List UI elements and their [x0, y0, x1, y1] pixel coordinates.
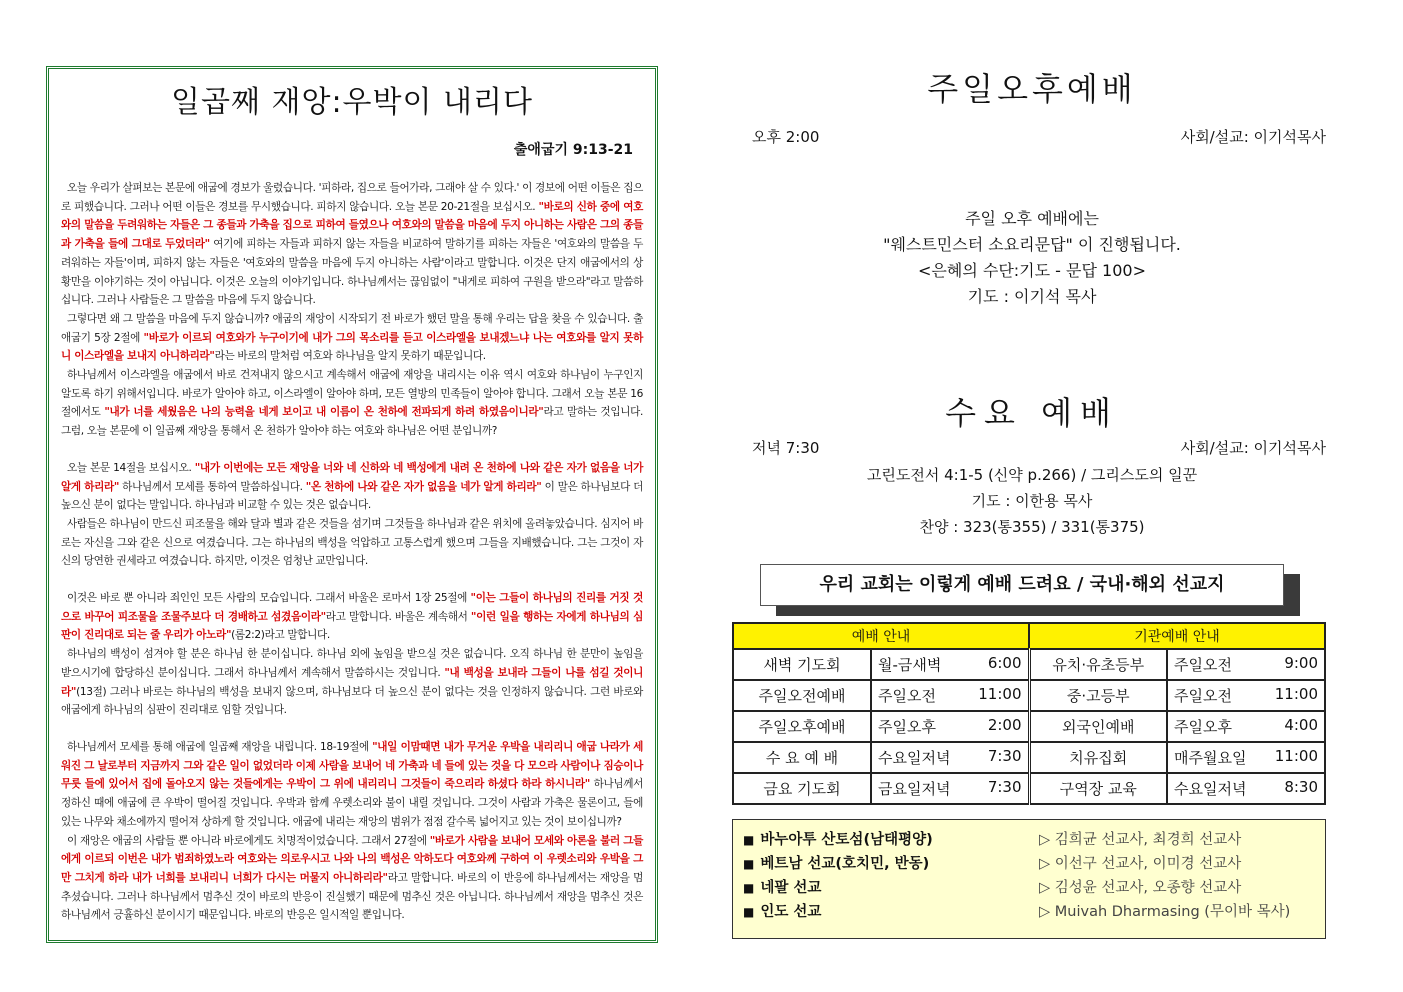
mission-name: 인도 선교: [760, 904, 822, 920]
department-day: 주일오전: [1174, 687, 1232, 705]
sermon-text: 하나님께서 모세를 통해 애굽에 일곱째 재앙을 내립니다. 18-19절에: [67, 740, 373, 753]
sermon-text: (13절) 그러나 바로는 하나님의 백성을 보내지 않으며, 하나님보다 더 높으신 분이 없다는 것을 인정하지 않습니다. 그런 바로와 애굽에게 하나님의 심판이 진리대로 임할 것입니다.: [61, 685, 643, 717]
department-time-cell: [1167, 649, 1325, 680]
service-day: 주일오전: [878, 687, 936, 705]
department-name: 유치·유초등부: [1029, 649, 1167, 680]
sermon-body: [61, 179, 643, 925]
sunday-pm-line: 기도 : 이기석 목사: [967, 287, 1097, 306]
service-time-cell: [871, 742, 1029, 773]
wednesday-line: 기도 : 이한용 목사: [971, 492, 1093, 510]
department-day: 매주월요일: [1174, 749, 1247, 767]
paragraph-gap: [61, 571, 643, 589]
department-time-cell: [1167, 742, 1325, 773]
department-day: 주일오전: [1174, 656, 1232, 674]
wednesday-leader: 사회/설교: 이기석목사: [1180, 439, 1326, 457]
wednesday-line: 고린도전서 4:1-5 (신약 p.266) / 그리스도의 일꾼: [866, 466, 1198, 484]
paragraph-gap: [61, 720, 643, 738]
sermon-text: 그렇다면 왜 그 말씀을 마음에 두지 않습니까? 애굽의 재앙이 시작되기 전 바로가 했던 말을 통해 우리는 답을 찾을 수 있습니다. 출애굽기 5장 2절에: [61, 312, 643, 344]
sermon-paragraph: [61, 832, 643, 926]
sermon-paragraph: [61, 459, 643, 515]
square-bullet-icon: ■: [743, 905, 755, 919]
mission-item: [743, 828, 1315, 852]
sunday-pm-leader: 사회/설교: 이기석목사: [1180, 128, 1326, 146]
scripture-quote: "바로가 사람을 보내어 모세와 아론을 불러 그들에게 이르되 이번은 내가 범죄하였노라 여호와는 의로우시고 나와 나의 백성은 악하도다 여호와께 구하여 이 우렛소리와 우박을 그만 그치게 하라 내가 너희를 보내리니 너희가 다시는 머물지 아니하리라": [61, 834, 643, 884]
service-time: 2:00: [987, 716, 1022, 734]
sunday-pm-title: 주일오후예배: [927, 70, 1137, 108]
scripture-reference: 출애굽기 9:13-21: [513, 142, 633, 158]
service-name: 주일오후예배: [733, 711, 871, 742]
schedule-banner: [760, 564, 1300, 616]
missionaries: ▷ 이선구 선교사, 이미경 선교사: [1039, 856, 1242, 872]
sermon-paragraph: [61, 310, 643, 366]
sermon-paragraph: [61, 515, 643, 571]
department-time: 11:00: [1274, 747, 1318, 765]
sermon-paragraph: [61, 179, 643, 310]
service-time: 11:00: [978, 685, 1022, 703]
mission-field: [743, 852, 929, 873]
service-time: 7:30: [987, 778, 1022, 796]
service-time-cell: [871, 649, 1029, 680]
table-header-row: [733, 623, 1325, 649]
sunday-pm-line: 주일 오후 예배에는: [965, 209, 1099, 228]
service-name: 새벽 기도회: [733, 649, 871, 680]
service-schedule-table: [732, 622, 1326, 805]
sermon-paragraph: [61, 589, 643, 645]
department-name: 구역장 교육: [1029, 773, 1167, 804]
service-time-cell: [871, 773, 1029, 804]
service-time-cell: [871, 711, 1029, 742]
department-time-cell: [1167, 711, 1325, 742]
mission-item: [743, 900, 1315, 924]
department-name: 중·고등부: [1029, 680, 1167, 711]
department-day: 수요일저녁: [1174, 780, 1247, 798]
sermon-text: 하나님께서 정하신 때에 애굽에 큰 우박이 떨어질 것입니다. 우박과 함께 우렛소리와 불이 내릴 것입니다. 그것이 사람과 가축은 물론이고, 들에 있는 나무와 채소에까지 떨어져 상하게 할 것입니다. 애굽에 내리는 재앙의 범위가 점점 갈수록 넓어지고 있는 것이 보이십니까?: [61, 778, 644, 828]
table-row: [733, 711, 1325, 742]
sermon-text: 라고 말합니다. 바울은 계속해서: [325, 610, 471, 623]
sermon-text: 하나님의 백성이 섬겨야 할 분은 하나님 한 분이십니다. 하나님 외에 높임을 받으실 것은 없습니다. 오직 하나님 한 분만이 높임을 받으시기에 합당하신 분이십니다. 그래서 하나님께서 계속해서 말씀하시는 것입니다.: [61, 648, 643, 679]
sermon-text: 여기에 피하는 자들과 피하지 않는 자들을 비교하여 말하기를 피하는 자들은 '여호와의 말씀을 두려워하는 자들'이며, 피하지 않는 자들은 '여호와의 말씀을 마음에 두지 아니하는 사람'이라고 말합니다. 이것은 단지 애굽에서의 상황만을 이야기하는 것이 아닙니다. 이것은 오늘의 이야기입니다. 하나님께서는 끊임없이 "내게로 피하여 구원을 받으라"라고 말씀하십니다. 그러나 사람들은 그 말씀을 마음에 두지 않습니다.: [61, 238, 643, 307]
mission-name: 네팔 선교: [760, 880, 822, 896]
missionaries: ▷ 김희균 선교사, 최경희 선교사: [1039, 832, 1242, 848]
sermon-text: 오늘 우리가 살펴보는 본문에 애굽에 경보가 울렸습니다. '피하라, 집으로 들어가라, 그래야 살 수 있다.' 이 경보에 어떤 이들은 집으로 피했습니다. 그러나 어떤 이들은 경보를 무시했습니다. 피하지 않습니다. 오늘 본문 20-21절을 보십시오.: [61, 182, 643, 213]
sermon-paragraph: [61, 366, 643, 441]
sermon-text: 라고 말하는 것입니다. 그럼, 오늘 본문에 이 일곱째 재앙을 통해서 온 천하가 알아야 하는 여호와 하나님은 어떤 분입니까?: [61, 406, 643, 438]
wednesday-time: 저녁 7:30: [752, 439, 820, 457]
sermon-text: 이 재앙은 애굽의 사람들 뿐 아니라 바로에게도 치명적이었습니다. 그래서 27절에: [67, 834, 430, 847]
scripture-quote: "이런 일을 행하는 자에게 하나님의 심판이 진리대로 되는 줄 우리가 아노라": [61, 610, 643, 642]
missionaries: ▷ Muivah Dharmasing (무이바 목사): [1039, 904, 1291, 920]
square-bullet-icon: ■: [743, 833, 755, 847]
sermon-title: 일곱째 재앙:우박이 내리다: [171, 85, 533, 120]
service-day: 주일오후: [878, 718, 936, 736]
department-time: 9:00: [1284, 654, 1318, 672]
department-time-cell: [1167, 773, 1325, 804]
sermon-paragraph: [61, 645, 643, 720]
mission-name: 베트남 선교(호치민, 반동): [760, 856, 930, 872]
table-header-departments: 기관예배 안내: [1029, 623, 1325, 649]
table-row: [733, 773, 1325, 804]
department-name: 외국인예배: [1029, 711, 1167, 742]
sunday-pm-time: 오후 2:00: [752, 128, 820, 146]
department-time: 11:00: [1274, 685, 1318, 703]
service-day: 월-금새벽: [878, 656, 942, 674]
service-name: 수 요 예 배: [733, 742, 871, 773]
sermon-text: 오늘 본문 14절을 보십시오.: [67, 461, 195, 474]
table-row: [733, 649, 1325, 680]
sermon-text: 이것은 바로 뿐 아니라 죄인인 모든 사람의 모습입니다. 그래서 바울은 로마서 1장 25절에: [67, 592, 471, 605]
department-time: 8:30: [1284, 778, 1318, 796]
square-bullet-icon: ■: [743, 881, 755, 895]
service-time: 7:30: [987, 747, 1022, 765]
scripture-quote: "내일 이맘때면 내가 무거운 우박을 내리리니 애굽 나라가 세워진 그 날로부터 지금까지 그와 같은 일이 없었더라 이제 사람을 보내어 네 가축과 네 들에 있는 것을 다 모으라 사람이나 짐승이나 무릇 들에 있어서 집에 돌아오지 않는 것들에게는 우박이 그 위에 내리리니 그것들이 죽으리라 하셨다 하라 하시니라": [61, 740, 643, 791]
service-day: 수요일저녁: [878, 749, 951, 767]
sermon-text: 라는 바로의 말처럼 여호와 하나님을 알지 못하기 때문입니다.: [214, 350, 486, 363]
table-header-worship: 예배 안내: [733, 623, 1029, 649]
mission-name: 바누아투 산토섬(남태평양): [760, 832, 933, 848]
wednesday-line: 찬양 : 323(통355) / 331(통375): [919, 518, 1145, 536]
mission-field: [743, 876, 821, 897]
missions-box: [732, 819, 1326, 939]
wednesday-title: 수요 예배: [945, 394, 1119, 432]
sunday-pm-line: "웨스트민스터 소요리문답" 이 진행됩니다.: [883, 235, 1181, 254]
sermon-panel: [46, 66, 658, 943]
mission-field: [743, 828, 933, 849]
service-time-cell: [871, 680, 1029, 711]
scripture-quote: "온 천하에 나와 같은 자가 없음을 네가 알게 하리라": [305, 480, 542, 493]
mission-field: [743, 900, 821, 921]
paragraph-gap: [61, 441, 643, 459]
sunday-pm-line: <은혜의 수단:기도 - 문답 100>: [918, 261, 1146, 280]
department-day: 주일오후: [1174, 718, 1232, 736]
scripture-quote: "바로가 이르되 여호와가 누구이기에 내가 그의 목소리를 듣고 이스라엘을 보내겠느냐 나는 여호와를 알지 못하니 이스라엘을 보내지 아니하리라": [61, 331, 643, 363]
sunday-pm-details: [732, 206, 1332, 310]
scripture-quote: "내가 너를 세웠음은 나의 능력을 네게 보이고 내 이름이 온 천하에 전파되게 하려 하였음이니라": [104, 406, 544, 419]
mission-item: [743, 876, 1315, 900]
service-name: 주일오전예배: [733, 680, 871, 711]
sermon-text: 이 말은 하나님보다 더 높으신 분이 없다는 말입니다. 하나님과 비교할 수 있는 것은 없습니다.: [61, 480, 643, 512]
scripture-quote: "이는 그들이 하나님의 진리를 거짓 것으로 바꾸어 피조물을 조물주보다 더 경배하고 섬겼음이라": [61, 592, 643, 623]
service-name: 금요 기도회: [733, 773, 871, 804]
scripture-quote: "내가 이번에는 모든 재앙을 너와 네 신하와 네 백성에게 내려 온 천하에 나와 같은 자가 없음을 너가 알게 하리라": [61, 461, 644, 493]
square-bullet-icon: ■: [743, 857, 755, 871]
department-time: 4:00: [1284, 716, 1318, 734]
department-name: 치유집회: [1029, 742, 1167, 773]
service-day: 금요일저녁: [878, 780, 951, 798]
scripture-quote: "내 백성을 보내라 그들이 나를 섬길 것이니라": [61, 666, 643, 698]
table-row: [733, 742, 1325, 773]
bulletin-panel: [732, 60, 1332, 960]
department-time-cell: [1167, 680, 1325, 711]
sermon-text: 사람들은 하나님이 만드신 피조물을 해와 달과 별과 같은 것들을 섬기며 그것들을 하나님과 같은 위치에 올려놓았습니다. 심지어 바로는 자신을 그와 같은 신으로 여겼습니다. 그는 하나님의 백성을 억압하고 고통스럽게 했으며 그들을 지배했습니다. 그는 그것이 자신의 당연한 권세라고 여겼습니다. 하지만, 이것은 엄청난 교만입니다.: [61, 517, 643, 568]
service-time: 6:00: [987, 654, 1022, 672]
scripture-quote: "바로의 신하 중에 여호와의 말씀을 두려워하는 자들은 그 종들과 가축을 집으로 피하여 들였으나 여호와의 말씀을 마음에 두지 아니하는 사람은 그의 종들과 가축을 들에 그대로 두었더라": [61, 200, 643, 251]
missionaries: ▷ 김성윤 선교사, 오종향 선교사: [1039, 880, 1242, 896]
sermon-paragraph: [61, 738, 643, 832]
banner-text: 우리 교회는 이렇게 예배 드려요 / 국내·해외 선교지: [760, 564, 1284, 606]
sermon-text: 하나님께서 이스라엘을 애굽에서 바로 건져내지 않으시고 계속해서 애굽에 재앙을 내리시는 이유 역시 여호와 하나님이 누구인지 알도록 하기 위해서입니다. 바로가 알아야 하고, 이스라엘이 알아야 하며, 모든 열방의 민족들이 알아야 합니다. 그래서 오늘 본문 16절에서도: [61, 369, 643, 419]
table-row: [733, 680, 1325, 711]
sermon-text: 하나님께서 모세를 통하여 말씀하십니다.: [119, 480, 306, 493]
sermon-text: 라고 말합니다. 바로의 이 반응에 하나님께서는 재앙을 멈추셨습니다. 그러나 하나님께서 멈추신 것이 바로의 반응이 진실했기 때문에 멈추신 것은 아닙니다. 하나님께서 재앙을 멈추신 것은 하나님께서 긍휼하신 분이시기 때문입니다. 바로의 반응은 일시적일 뿐입니다.: [61, 871, 643, 922]
wednesday-details: [732, 462, 1332, 540]
sermon-text: (롬2:2)라고 말합니다.: [231, 629, 330, 642]
mission-item: [743, 852, 1315, 876]
